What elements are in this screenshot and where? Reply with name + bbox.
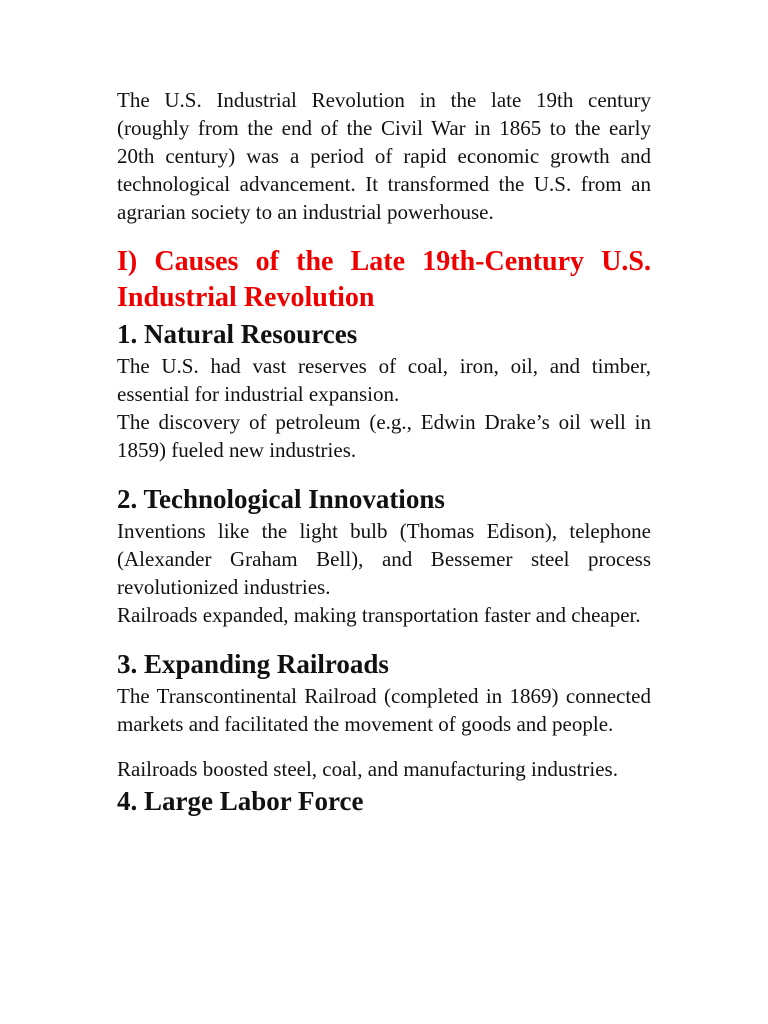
subsection-heading-expanding-railroads: 3. Expanding Railroads xyxy=(117,649,389,679)
document-page xyxy=(117,86,651,819)
intro-paragraph: The U.S. Industrial Revolution in the late 19th century (roughly from the end of the Civil War in 1865 to the early 20th century) was a period of rapid economic growth and technological advancement. It transformed the U.S. from an agrarian society to an industrial powerhouse. xyxy=(117,88,651,224)
section-title: I) Causes of the Late 19th-Century U.S. Industrial Revolution xyxy=(117,246,651,313)
subsection-heading-natural-resources: 1. Natural Resources xyxy=(117,319,358,349)
paragraph: The U.S. had vast reserves of coal, iron, oil, and timber, essential for industrial expansion. xyxy=(117,354,651,406)
subsection-heading-large-labor-force: 4. Large Labor Force xyxy=(117,786,364,816)
paragraph: Inventions like the light bulb (Thomas Edison), telephone (Alexander Graham Bell), and Bessemer steel process revolutionized industries. xyxy=(117,519,651,599)
paragraph: The discovery of petroleum (e.g., Edwin Drake’s oil well in 1859) fueled new industries. xyxy=(117,410,651,462)
paragraph: Railroads boosted steel, coal, and manufacturing industries. xyxy=(117,757,618,781)
subsection-heading-technological-innovations: 2. Technological Innovations xyxy=(117,484,445,514)
paragraph: Railroads expanded, making transportation faster and cheaper. xyxy=(117,603,641,627)
paragraph: The Transcontinental Railroad (completed in 1869) connected markets and facilitated the movement of goods and people. xyxy=(117,684,651,736)
